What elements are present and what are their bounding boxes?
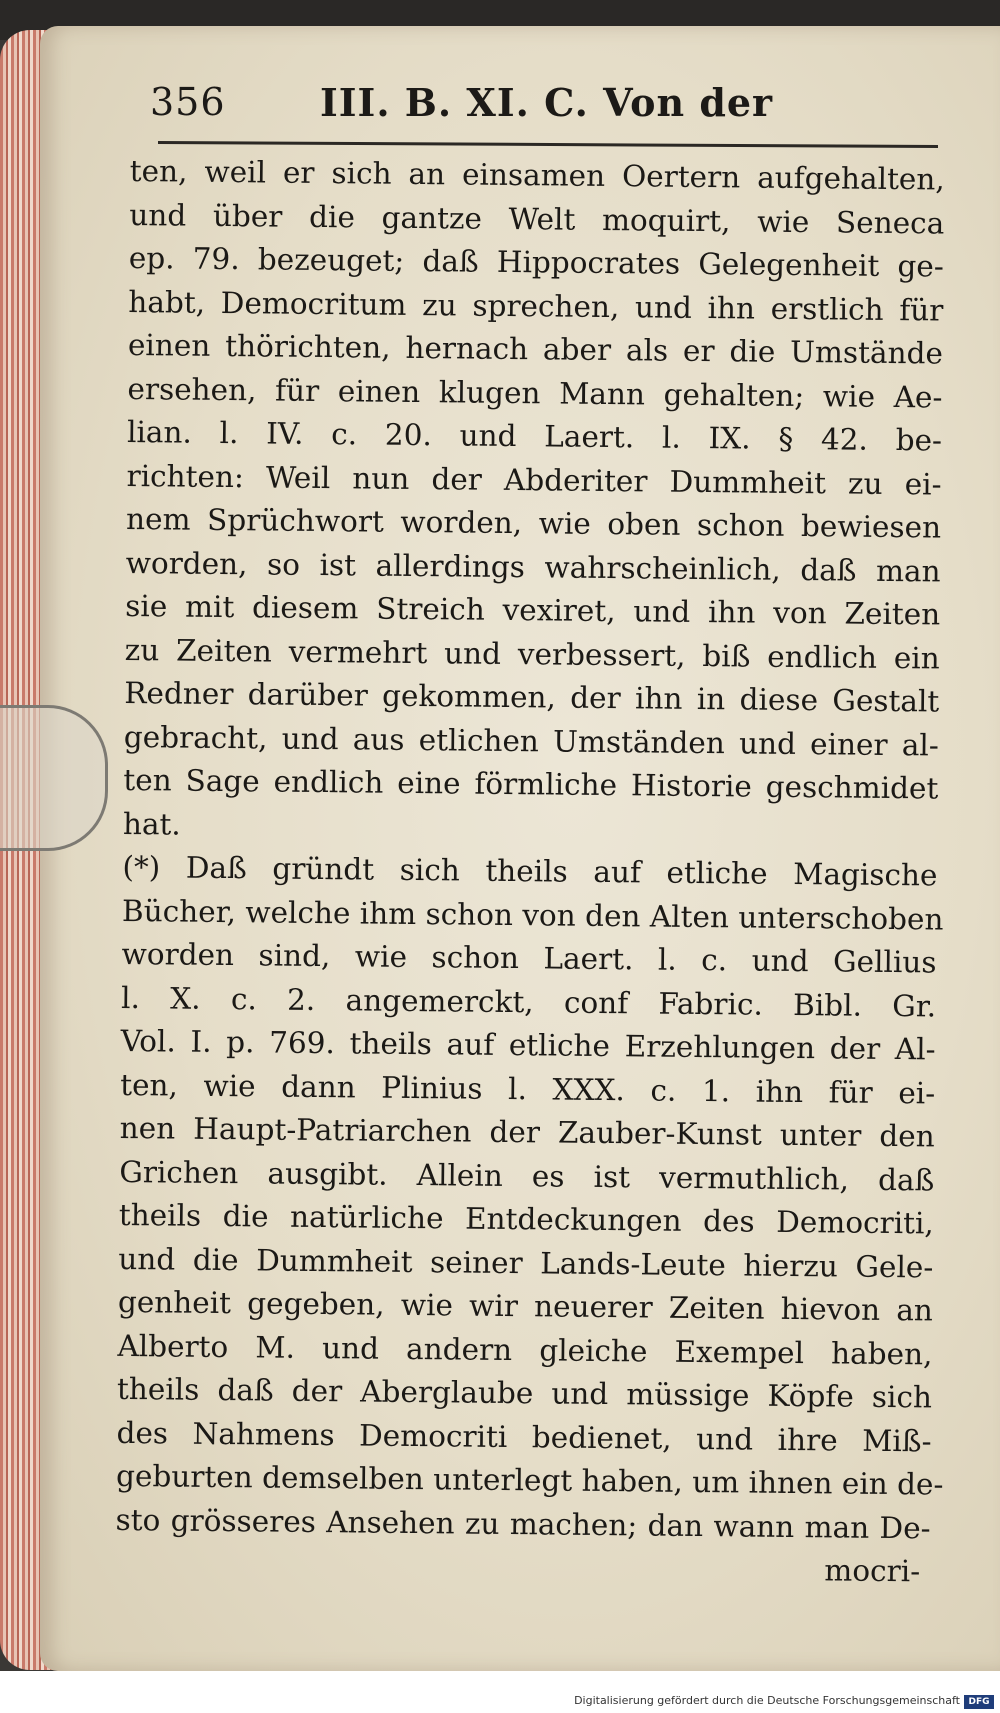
- footnote-line: sto grösseres Ansehen zu machen; dan wann man De-: [115, 1502, 931, 1545]
- footnote-line: Bücher, welche ihm schon von den Alten unterschoben: [121, 893, 944, 937]
- text-line: richten: Weil nun der Abderiter Dummheit zu ei-: [126, 458, 942, 502]
- running-header: [150, 72, 940, 132]
- text-line: nem Sprüchwort worden, wie oben schon bewiesen: [125, 501, 942, 545]
- text-line: hat.: [122, 806, 181, 842]
- footnote-line: Vol. I. p. 769. theils auf etliche Erzehlungen der Al-: [120, 1023, 936, 1067]
- text-line: Redner darüber gekommen, der ihn in diese Gestalt: [124, 675, 940, 719]
- thumb-clip: [0, 705, 108, 851]
- footnote-line: worden sind, wie schon Laert. l. c. und Gellius: [121, 936, 937, 980]
- footnote-line: l. X. c. 2. angemerckt, conf Fabric. Bibl. Gr.: [120, 980, 937, 1023]
- text-line: ten Sage endlich eine förmliche Historie geschmidet: [123, 762, 939, 806]
- footnote-line: des Nahmens Democriti bedienet, und ihre Miß-: [116, 1415, 932, 1458]
- footnote-line: genheit gegeben, wie wir neuerer Zeiten hievon an: [117, 1284, 934, 1328]
- body-text: [115, 150, 945, 1594]
- text-line: ersehen, für einen klugen Mann gehalten; wie Ae-: [127, 371, 943, 415]
- running-title: III. B. XI. C. Von der: [320, 80, 774, 125]
- text-line: ep. 79. bezeuget; daß Hippocrates Gelegenheit ge-: [128, 240, 945, 284]
- catchword: mocri-: [824, 1553, 921, 1589]
- dfg-logo-icon[interactable]: DFG: [964, 1695, 994, 1709]
- text-line: worden, so ist allerdings wahrscheinlich, daß man: [125, 545, 941, 589]
- footnote-line: Alberto M. und andern gleiche Exempel haben,: [117, 1328, 933, 1371]
- footer-bar: [0, 1671, 1000, 1713]
- footnote-line: geburten demselben unterlegt haben, um ihnen ein de-: [115, 1458, 944, 1502]
- text-line: habt, Democritum zu sprechen, und ihn erstlich für: [128, 284, 944, 328]
- text-line: einen thörichten, hernach aber als er die Umstände: [127, 327, 944, 371]
- text-line: ten, weil er sich an einsamen Oertern aufgehalten,: [129, 153, 945, 197]
- footnote-line: theils die natürliche Entdeckungen des Democriti,: [118, 1197, 934, 1241]
- footnote-line: Grichen ausgibt. Allein es ist vermuthlich, daß: [119, 1154, 935, 1197]
- text-line: gebracht, und aus etlichen Umständen und einer al-: [123, 719, 939, 763]
- footnote-line: ten, wie dann Plinius l. XXX. c. 1. ihn für ei-: [120, 1067, 936, 1110]
- footnote-line: nen Haupt-Patriarchen der Zauber-Kunst unter den: [119, 1110, 935, 1154]
- text-line: sie mit diesem Streich vexiret, und ihn von Zeiten: [125, 588, 941, 632]
- text-line: lian. l. IV. c. 20. und Laert. l. IX. § 42. be-: [126, 414, 943, 458]
- digitization-credit: Digitalisierung gefördert durch die Deutsche Forschungsgemeinschaft: [574, 1694, 960, 1707]
- footnote-line: und die Dummheit seiner Lands-Leute hierzu Gele-: [118, 1241, 934, 1284]
- text-line: und über die gantze Welt moquirt, wie Seneca: [129, 197, 945, 241]
- footnote-line: (*) Daß gründt sich theils auf etliche Magische: [122, 849, 938, 893]
- page-number: 356: [150, 80, 226, 124]
- text-line: zu Zeiten vermehrt und verbessert, biß endlich ein: [124, 632, 940, 676]
- footnote-line: theils daß der Aberglaube und müssige Köpfe sich: [116, 1371, 933, 1415]
